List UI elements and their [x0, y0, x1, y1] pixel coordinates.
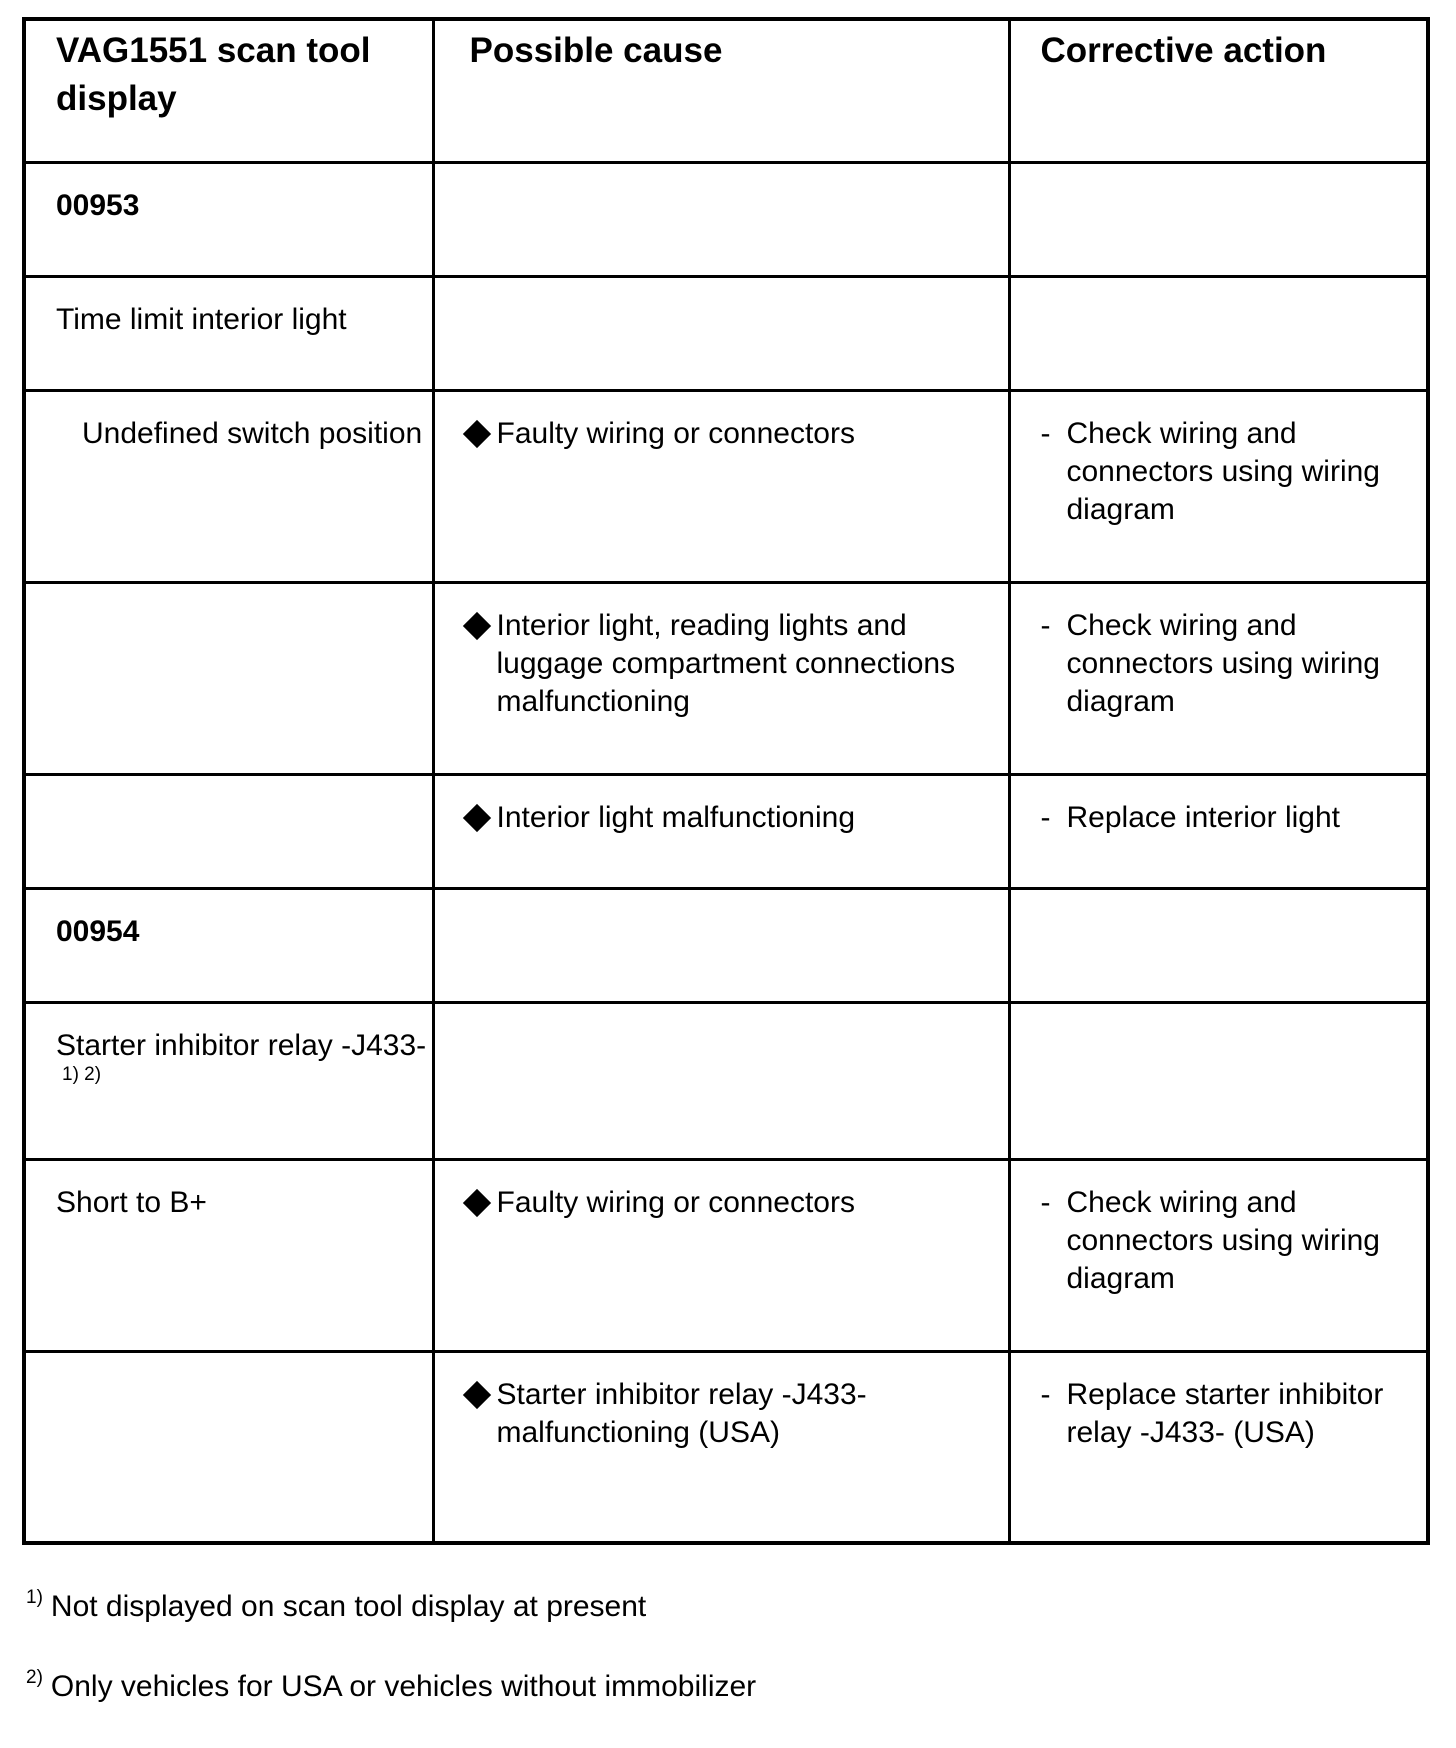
action-cell — [1009, 162, 1428, 276]
action-item — [1041, 415, 1427, 529]
action-item — [1041, 1376, 1427, 1452]
cause-cell — [433, 774, 1009, 888]
action-text: Replace interior light — [1066, 800, 1340, 834]
action-cell — [1009, 1351, 1428, 1543]
diamond-bullet-icon — [462, 419, 490, 447]
footnote-text: Only vehicles for USA or vehicles without immobilizer — [50, 1670, 757, 1703]
diamond-bullet-icon — [462, 611, 490, 639]
cause-cell — [433, 1351, 1009, 1543]
footnotes — [26, 1588, 1406, 1748]
table-row — [24, 276, 1428, 390]
footnote-1 — [26, 1588, 1406, 1626]
table-row — [24, 162, 1428, 276]
cause-text: Interior light malfunctioning — [496, 800, 856, 834]
action-item — [1041, 607, 1427, 721]
action-cell — [1009, 390, 1428, 582]
footnote-text: Not displayed on scan tool display at present — [50, 1590, 647, 1623]
cause-cell — [433, 390, 1009, 582]
dash-bullet: - — [1040, 1377, 1051, 1411]
diamond-bullet-icon — [462, 1188, 490, 1216]
footnote-marker: 2) — [26, 1667, 43, 1688]
table-row — [24, 1002, 1428, 1159]
fault-code-cell: 00953 — [24, 162, 433, 276]
table-header-row — [24, 19, 1428, 162]
header-corrective-action: Corrective action — [1009, 19, 1428, 162]
fault-type-cell: Short to B+ — [24, 1159, 433, 1351]
cause-item — [463, 607, 1008, 721]
action-item — [1041, 799, 1427, 837]
header-possible-cause: Possible cause — [433, 19, 1009, 162]
cause-text: Faulty wiring or connectors — [496, 416, 855, 450]
dash-bullet: - — [1040, 800, 1051, 834]
cause-cell — [433, 582, 1009, 774]
diamond-bullet-icon — [462, 1380, 490, 1408]
cause-item — [463, 1376, 1008, 1452]
fault-type-cell — [24, 774, 433, 888]
action-item — [1041, 1184, 1427, 1298]
cause-cell — [433, 1002, 1009, 1159]
action-text: Check wiring and connectors using wiring diagram — [1066, 1185, 1380, 1295]
cause-text: Faulty wiring or connectors — [496, 1185, 855, 1219]
cause-item — [463, 799, 1008, 837]
dash-bullet: - — [1040, 1185, 1051, 1219]
cause-item — [463, 1184, 1008, 1222]
cause-text: Interior light, reading lights and luggage compartment connections malfunctioning — [496, 608, 956, 718]
fault-type-cell: Undefined switch position — [24, 390, 433, 582]
cause-text: Starter inhibitor relay -J433- malfunctioning (USA) — [496, 1377, 867, 1449]
action-text: Replace starter inhibitor relay -J433- (USA) — [1066, 1377, 1384, 1449]
table-row — [24, 582, 1428, 774]
cause-cell — [433, 1159, 1009, 1351]
table-row — [24, 1351, 1428, 1543]
fault-type-cell — [24, 1351, 433, 1543]
fault-code-table — [22, 17, 1430, 1545]
fault-description-text: Starter inhibitor relay -J433- — [56, 1028, 427, 1062]
table-row — [24, 390, 1428, 582]
action-cell — [1009, 276, 1428, 390]
dash-bullet: - — [1040, 608, 1051, 642]
header-scan-tool-display: VAG1551 scan tool display — [24, 19, 433, 162]
action-cell — [1009, 582, 1428, 774]
action-cell — [1009, 1159, 1428, 1351]
action-text: Check wiring and connectors using wiring diagram — [1066, 608, 1380, 718]
footnote-reference: 1) 2) — [62, 1063, 102, 1085]
action-text: Check wiring and connectors using wiring diagram — [1066, 416, 1380, 526]
fault-description-cell — [24, 1002, 433, 1159]
fault-code-cell: 00954 — [24, 888, 433, 1002]
table-row — [24, 888, 1428, 1002]
action-cell — [1009, 1002, 1428, 1159]
cause-cell — [433, 276, 1009, 390]
fault-type-cell — [24, 582, 433, 774]
footnote-2 — [26, 1668, 1406, 1706]
fault-description-cell: Time limit interior light — [24, 276, 433, 390]
table-row — [24, 1159, 1428, 1351]
action-cell — [1009, 774, 1428, 888]
footnote-marker: 1) — [26, 1587, 43, 1608]
cause-cell — [433, 162, 1009, 276]
diamond-bullet-icon — [462, 803, 490, 831]
dash-bullet: - — [1040, 416, 1051, 450]
cause-cell — [433, 888, 1009, 1002]
table-row — [24, 774, 1428, 888]
action-cell — [1009, 888, 1428, 1002]
cause-item — [463, 415, 1008, 453]
